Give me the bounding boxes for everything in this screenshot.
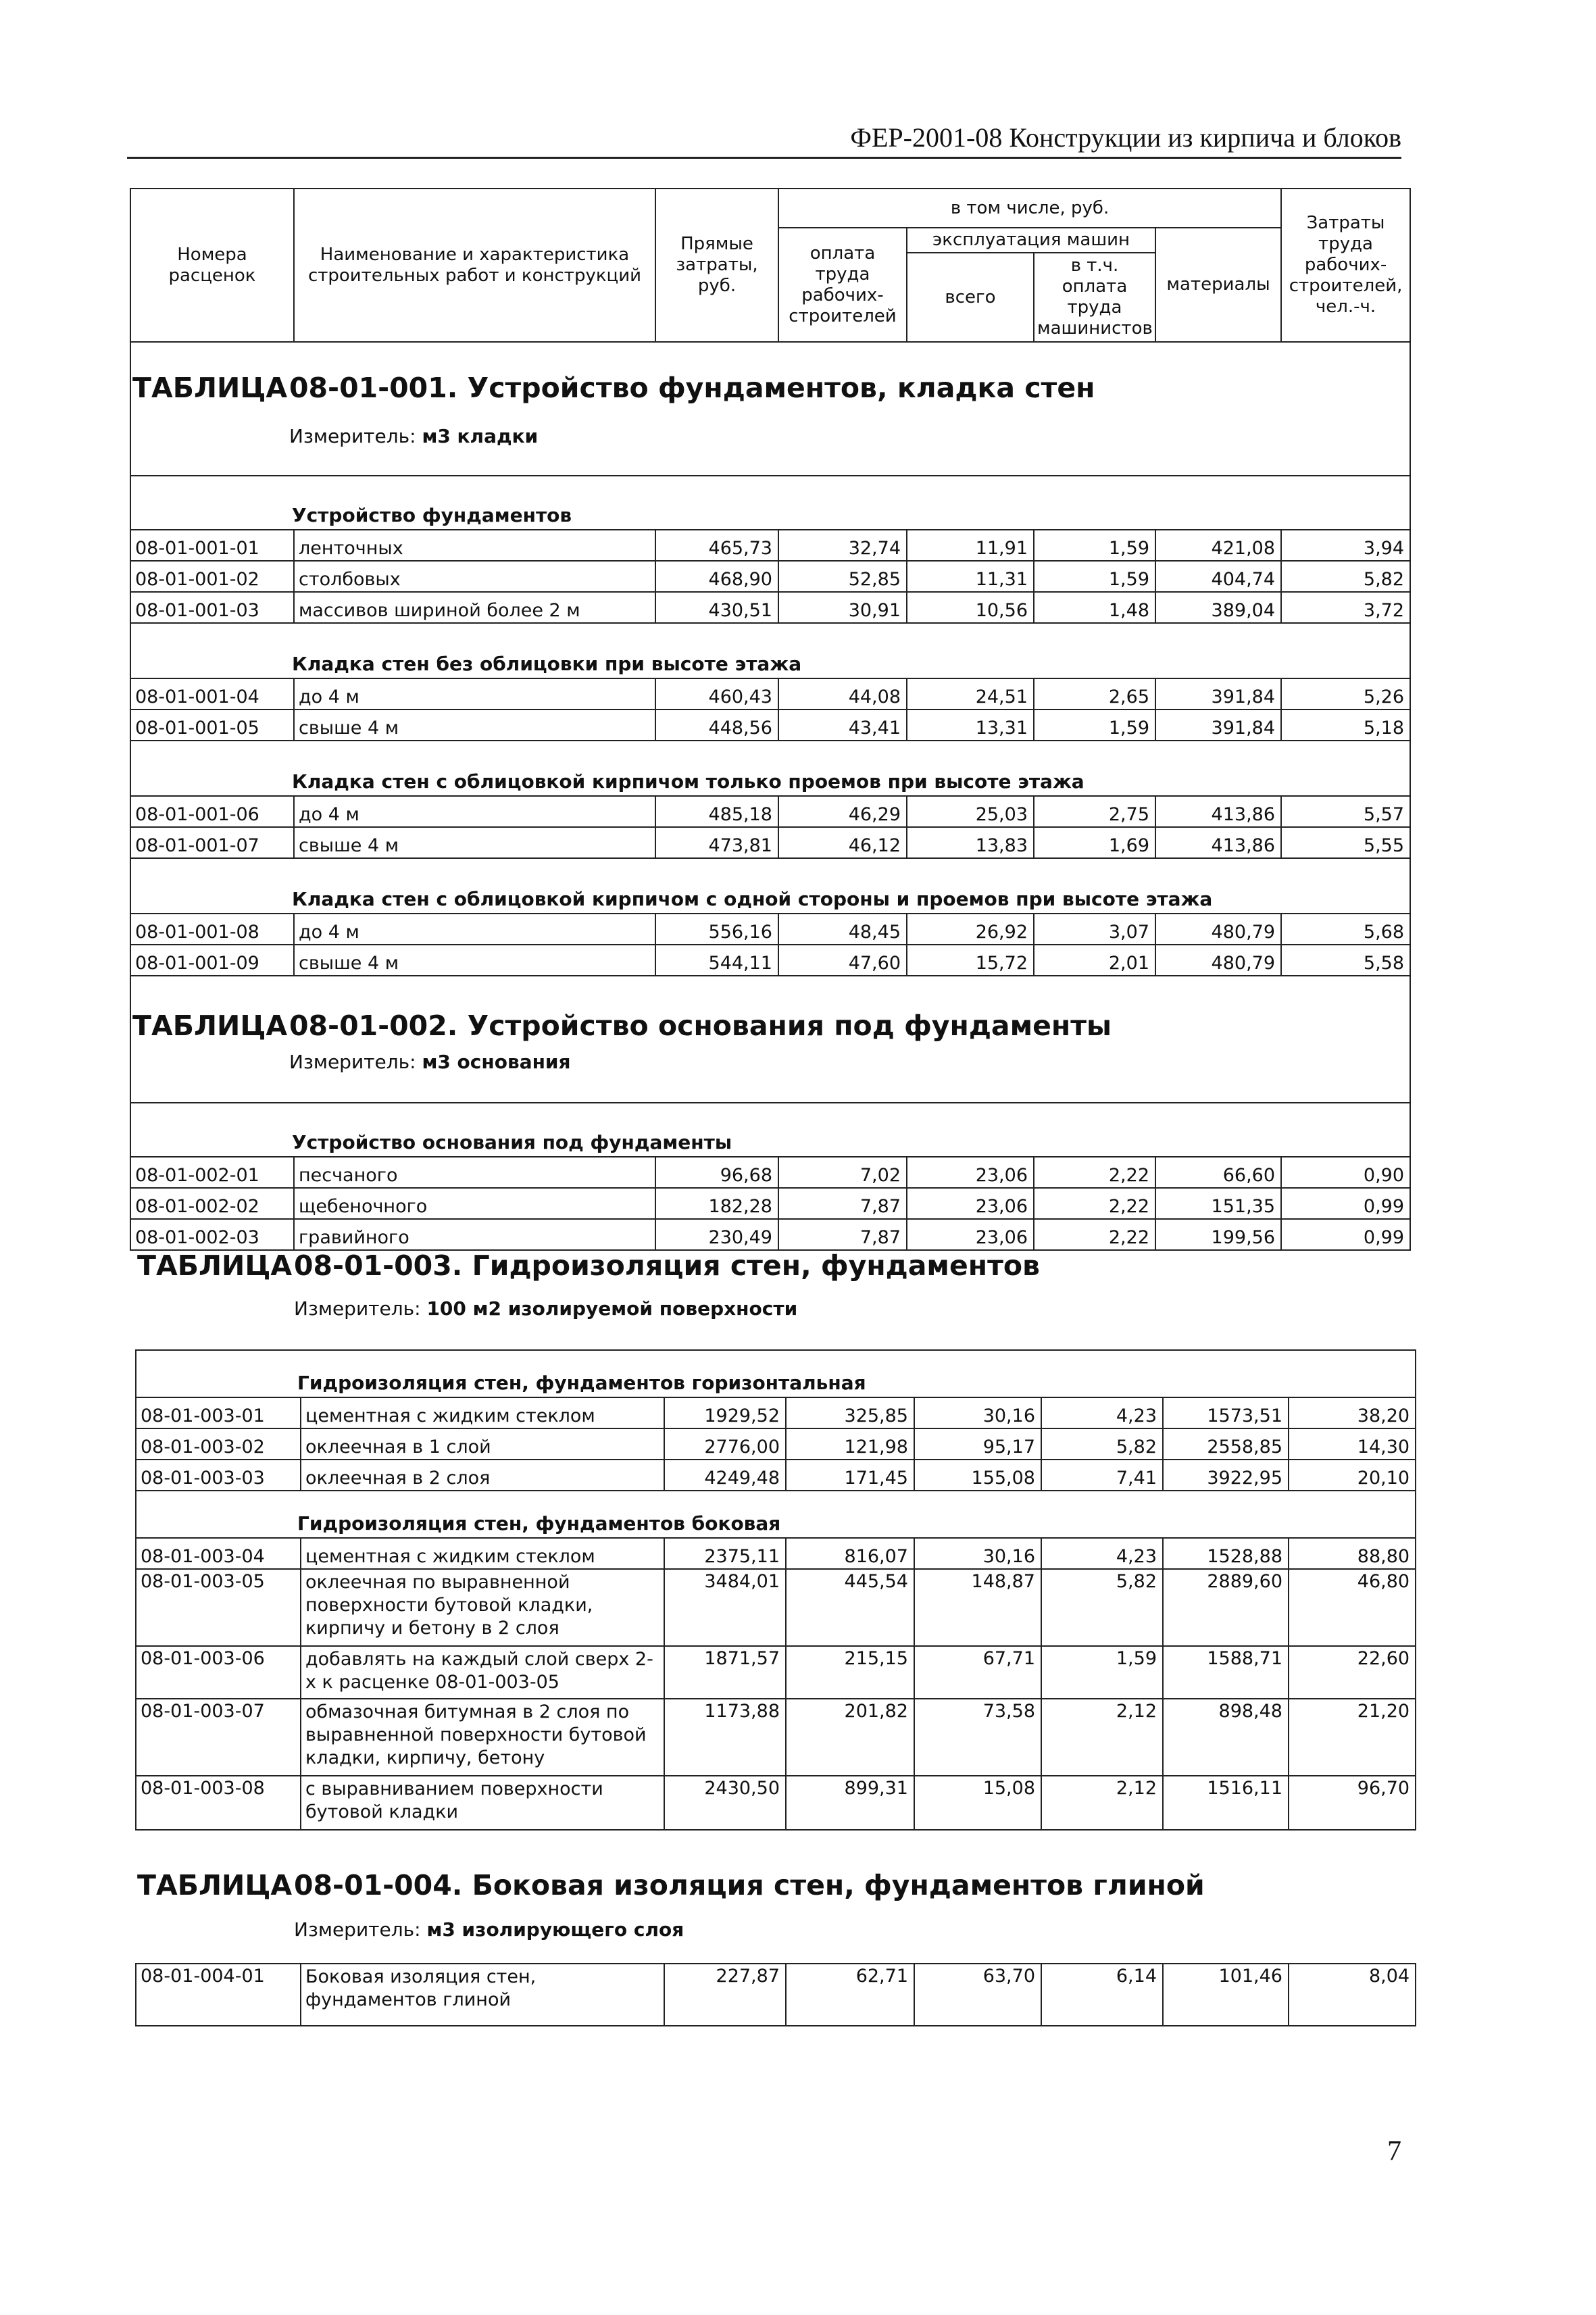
machines-total: 25,03 — [907, 796, 1034, 827]
labor-pay: 7,02 — [778, 1157, 907, 1188]
table-row — [136, 1428, 1416, 1460]
section-heading: Кладка стен с облицовкой кирпичом только проемов при высоте этажа — [130, 741, 1410, 796]
labor-pay: 43,41 — [778, 710, 907, 741]
work-name: до 4 м — [294, 796, 655, 827]
table-row — [130, 678, 1410, 710]
rate-code: 08-01-002-02 — [130, 1188, 294, 1219]
header-code: Номера расценок — [130, 189, 294, 342]
header-rule — [127, 157, 1401, 159]
table-row — [130, 710, 1410, 741]
labor-hours: 38,20 — [1289, 1397, 1416, 1428]
rate-code: 08-01-001-05 — [130, 710, 294, 741]
operators-pay: 2,01 — [1034, 945, 1155, 976]
direct-cost: 182,28 — [655, 1188, 778, 1219]
operators-pay: 5,82 — [1041, 1428, 1163, 1460]
table-row — [136, 1699, 1416, 1776]
table-row — [136, 1964, 1416, 2026]
rate-code: 08-01-001-09 — [130, 945, 294, 976]
header-machines: эксплуатация машин — [907, 228, 1155, 253]
machines-total: 24,51 — [907, 678, 1034, 710]
labor-hours: 88,80 — [1289, 1538, 1416, 1569]
header-including: в том числе, руб. — [778, 189, 1281, 228]
labor-hours: 5,26 — [1281, 678, 1410, 710]
table-title: ТАБЛИЦА08-01-003. Гидроизоляция стен, фундаментов — [137, 1249, 1040, 1282]
labor-pay: 171,45 — [786, 1460, 914, 1491]
labor-hours: 5,57 — [1281, 796, 1410, 827]
work-name: до 4 м — [294, 678, 655, 710]
machines-total: 73,58 — [914, 1699, 1041, 1776]
table-row — [130, 796, 1410, 827]
direct-cost: 96,68 — [655, 1157, 778, 1188]
table-row — [136, 1538, 1416, 1569]
section-heading: Кладка стен без облицовки при высоте этажа — [130, 623, 1410, 678]
rates-table-main — [130, 188, 1411, 1251]
labor-pay: 325,85 — [786, 1397, 914, 1428]
operators-pay: 7,41 — [1041, 1460, 1163, 1491]
materials-cost: 1528,88 — [1163, 1538, 1289, 1569]
table-banner — [130, 342, 1410, 476]
table-row — [130, 827, 1410, 858]
section-heading: Кладка стен с облицовкой кирпичом с одной стороны и проемов при высоте этажа — [130, 858, 1410, 914]
rate-code: 08-01-001-07 — [130, 827, 294, 858]
rate-code: 08-01-003-04 — [136, 1538, 301, 1569]
machines-total: 10,56 — [907, 592, 1034, 623]
work-name: массивов шириной более 2 м — [294, 592, 655, 623]
rate-code: 08-01-002-01 — [130, 1157, 294, 1188]
operators-pay: 2,22 — [1034, 1157, 1155, 1188]
table-row — [130, 561, 1410, 592]
labor-hours: 5,55 — [1281, 827, 1410, 858]
rate-code: 08-01-001-08 — [130, 914, 294, 945]
work-name: столбовых — [294, 561, 655, 592]
direct-cost: 465,73 — [655, 530, 778, 561]
direct-cost: 4249,48 — [664, 1460, 786, 1491]
work-name: с выравниванием поверхности бутовой кладки — [301, 1776, 664, 1830]
table-row — [136, 1460, 1416, 1491]
work-name: щебеночного — [294, 1188, 655, 1219]
operators-pay: 1,59 — [1034, 530, 1155, 561]
labor-pay: 121,98 — [786, 1428, 914, 1460]
machines-total: 30,16 — [914, 1538, 1041, 1569]
page-number: 7 — [1387, 2136, 1401, 2167]
direct-cost: 2776,00 — [664, 1428, 786, 1460]
labor-hours: 46,80 — [1289, 1569, 1416, 1646]
machines-total: 23,06 — [907, 1188, 1034, 1219]
table-title: ТАБЛИЦА08-01-001. Устройство фундаментов, кладка стен — [132, 372, 1095, 404]
materials-cost: 404,74 — [1155, 561, 1281, 592]
table-title: ТАБЛИЦА08-01-004. Боковая изоляция стен, фундаментов глиной — [137, 1869, 1205, 1901]
operators-pay: 6,14 — [1041, 1964, 1163, 2026]
header-labor-pay: оплата труда рабочих-строителей — [778, 228, 907, 342]
direct-cost: 3484,01 — [664, 1569, 786, 1646]
labor-pay: 7,87 — [778, 1219, 907, 1250]
direct-cost: 430,51 — [655, 592, 778, 623]
materials-cost: 199,56 — [1155, 1219, 1281, 1250]
operators-pay: 5,82 — [1041, 1569, 1163, 1646]
section-heading: Устройство фундаментов — [130, 476, 1410, 530]
materials-cost: 1573,51 — [1163, 1397, 1289, 1428]
work-name: оклеечная в 1 слой — [301, 1428, 664, 1460]
rate-code: 08-01-003-01 — [136, 1397, 301, 1428]
direct-cost: 227,87 — [664, 1964, 786, 2026]
header-machines-total: всего — [907, 253, 1034, 342]
table-row — [130, 530, 1410, 561]
materials-cost: 413,86 — [1155, 827, 1281, 858]
work-name: свыше 4 м — [294, 827, 655, 858]
materials-cost: 66,60 — [1155, 1157, 1281, 1188]
work-name: добавлять на каждый слой сверх 2-х к расценке 08-01-003-05 — [301, 1646, 664, 1699]
machines-total: 11,31 — [907, 561, 1034, 592]
table-banner — [136, 1228, 1416, 1350]
direct-cost: 460,43 — [655, 678, 778, 710]
operators-pay: 1,69 — [1034, 827, 1155, 858]
table-row — [130, 1188, 1410, 1219]
direct-cost: 473,81 — [655, 827, 778, 858]
rate-code: 08-01-003-02 — [136, 1428, 301, 1460]
labor-hours: 22,60 — [1289, 1646, 1416, 1699]
work-name: обмазочная битумная в 2 слоя по выравненной поверхности бутовой кладки, кирпичу, бетону — [301, 1699, 664, 1776]
rate-code: 08-01-004-01 — [136, 1964, 301, 2026]
machines-total: 148,87 — [914, 1569, 1041, 1646]
labor-pay: 899,31 — [786, 1776, 914, 1830]
direct-cost: 485,18 — [655, 796, 778, 827]
rate-code: 08-01-003-03 — [136, 1460, 301, 1491]
labor-hours: 5,58 — [1281, 945, 1410, 976]
materials-cost: 1588,71 — [1163, 1646, 1289, 1699]
header-materials: материалы — [1155, 228, 1281, 342]
running-head: ФЕР-2001-08 Конструкции из кирпича и блоков — [850, 122, 1401, 153]
rate-code: 08-01-002-03 — [130, 1219, 294, 1250]
machines-total: 63,70 — [914, 1964, 1041, 2026]
work-name: свыше 4 м — [294, 945, 655, 976]
labor-hours: 14,30 — [1289, 1428, 1416, 1460]
table-row — [136, 1776, 1416, 1830]
work-name: Боковая изоляция стен, фундаментов глиной — [301, 1964, 664, 2026]
labor-pay: 32,74 — [778, 530, 907, 561]
machines-total: 23,06 — [907, 1219, 1034, 1250]
operators-pay: 2,12 — [1041, 1699, 1163, 1776]
operators-pay: 1,59 — [1041, 1646, 1163, 1699]
direct-cost: 556,16 — [655, 914, 778, 945]
machines-total: 13,31 — [907, 710, 1034, 741]
operators-pay: 2,22 — [1034, 1188, 1155, 1219]
labor-hours: 3,72 — [1281, 592, 1410, 623]
materials-cost: 391,84 — [1155, 710, 1281, 741]
direct-cost: 230,49 — [655, 1219, 778, 1250]
table-unit: Измеритель: м3 изолирующего слоя — [294, 1918, 684, 1941]
table-unit: Измеритель: м3 основания — [289, 1051, 571, 1073]
labor-pay: 47,60 — [778, 945, 907, 976]
rate-code: 08-01-003-06 — [136, 1646, 301, 1699]
table-banner — [130, 976, 1410, 1103]
work-name: гравийного — [294, 1219, 655, 1250]
machines-total: 30,16 — [914, 1397, 1041, 1428]
rate-code: 08-01-003-07 — [136, 1699, 301, 1776]
direct-cost: 448,56 — [655, 710, 778, 741]
table-unit: Измеритель: 100 м2 изолируемой поверхности — [294, 1297, 798, 1320]
section-heading: Гидроизоляция стен, фундаментов горизонтальная — [136, 1350, 1416, 1397]
table-row — [130, 592, 1410, 623]
materials-cost: 898,48 — [1163, 1699, 1289, 1776]
section-heading: Гидроизоляция стен, фундаментов боковая — [136, 1491, 1416, 1538]
materials-cost: 480,79 — [1155, 914, 1281, 945]
materials-cost: 2558,85 — [1163, 1428, 1289, 1460]
labor-hours: 96,70 — [1289, 1776, 1416, 1830]
work-name: до 4 м — [294, 914, 655, 945]
operators-pay: 4,23 — [1041, 1397, 1163, 1428]
direct-cost: 1929,52 — [664, 1397, 786, 1428]
table-row — [130, 914, 1410, 945]
operators-pay: 2,65 — [1034, 678, 1155, 710]
materials-cost: 391,84 — [1155, 678, 1281, 710]
labor-pay: 7,87 — [778, 1188, 907, 1219]
operators-pay: 2,75 — [1034, 796, 1155, 827]
labor-hours: 0,90 — [1281, 1157, 1410, 1188]
labor-hours: 20,10 — [1289, 1460, 1416, 1491]
rates-table-continued — [135, 1228, 1416, 2026]
materials-cost: 151,35 — [1155, 1188, 1281, 1219]
labor-pay: 44,08 — [778, 678, 907, 710]
operators-pay: 4,23 — [1041, 1538, 1163, 1569]
rate-code: 08-01-001-03 — [130, 592, 294, 623]
rate-code: 08-01-003-05 — [136, 1569, 301, 1646]
machines-total: 11,91 — [907, 530, 1034, 561]
rate-code: 08-01-001-06 — [130, 796, 294, 827]
operators-pay: 1,48 — [1034, 592, 1155, 623]
materials-cost: 413,86 — [1155, 796, 1281, 827]
labor-pay: 215,15 — [786, 1646, 914, 1699]
operators-pay: 1,59 — [1034, 710, 1155, 741]
machines-total: 26,92 — [907, 914, 1034, 945]
labor-pay: 46,12 — [778, 827, 907, 858]
operators-pay: 2,12 — [1041, 1776, 1163, 1830]
labor-pay: 445,54 — [786, 1569, 914, 1646]
labor-hours: 5,82 — [1281, 561, 1410, 592]
operators-pay: 2,22 — [1034, 1219, 1155, 1250]
rate-code: 08-01-001-01 — [130, 530, 294, 561]
machines-total: 15,08 — [914, 1776, 1041, 1830]
direct-cost: 2375,11 — [664, 1538, 786, 1569]
machines-total: 23,06 — [907, 1157, 1034, 1188]
labor-pay: 46,29 — [778, 796, 907, 827]
materials-cost: 2889,60 — [1163, 1569, 1289, 1646]
machines-total: 15,72 — [907, 945, 1034, 976]
table-unit: Измеритель: м3 кладки — [289, 425, 539, 447]
labor-pay: 62,71 — [786, 1964, 914, 2026]
table-row — [136, 1569, 1416, 1646]
table-title: ТАБЛИЦА08-01-002. Устройство основания под фундаменты — [132, 1010, 1112, 1042]
header-name: Наименование и характеристика строительных работ и конструкций — [294, 189, 655, 342]
direct-cost: 2430,50 — [664, 1776, 786, 1830]
materials-cost: 480,79 — [1155, 945, 1281, 976]
direct-cost: 544,11 — [655, 945, 778, 976]
table-row — [136, 1646, 1416, 1699]
work-name: оклеечная в 2 слоя — [301, 1460, 664, 1491]
header-direct-costs: Прямые затраты, руб. — [655, 189, 778, 342]
table-row — [136, 1397, 1416, 1428]
operators-pay: 3,07 — [1034, 914, 1155, 945]
table-banner — [136, 1830, 1416, 1964]
header-labor-hours: Затраты труда рабочих-строителей, чел.-ч. — [1281, 189, 1410, 342]
machines-total: 67,71 — [914, 1646, 1041, 1699]
rate-code: 08-01-003-08 — [136, 1776, 301, 1830]
labor-pay: 201,82 — [786, 1699, 914, 1776]
labor-hours: 5,18 — [1281, 710, 1410, 741]
direct-cost: 468,90 — [655, 561, 778, 592]
operators-pay: 1,59 — [1034, 561, 1155, 592]
materials-cost: 389,04 — [1155, 592, 1281, 623]
labor-hours: 21,20 — [1289, 1699, 1416, 1776]
labor-pay: 48,45 — [778, 914, 907, 945]
labor-hours: 8,04 — [1289, 1964, 1416, 2026]
machines-total: 13,83 — [907, 827, 1034, 858]
work-name: оклеечная по выравненной поверхности бутовой кладки, кирпичу и бетону в 2 слоя — [301, 1569, 664, 1646]
labor-pay: 52,85 — [778, 561, 907, 592]
header-machine-operators: в т.ч. оплата труда машинистов — [1034, 253, 1155, 342]
labor-hours: 0,99 — [1281, 1219, 1410, 1250]
table-row — [130, 945, 1410, 976]
rate-code: 08-01-001-02 — [130, 561, 294, 592]
section-heading: Устройство основания под фундаменты — [130, 1103, 1410, 1157]
labor-hours: 0,99 — [1281, 1188, 1410, 1219]
labor-pay: 30,91 — [778, 592, 907, 623]
materials-cost: 421,08 — [1155, 530, 1281, 561]
machines-total: 95,17 — [914, 1428, 1041, 1460]
materials-cost: 3922,95 — [1163, 1460, 1289, 1491]
machines-total: 155,08 — [914, 1460, 1041, 1491]
work-name: песчаного — [294, 1157, 655, 1188]
table-row — [130, 1157, 1410, 1188]
work-name: ленточных — [294, 530, 655, 561]
labor-pay: 816,07 — [786, 1538, 914, 1569]
work-name: свыше 4 м — [294, 710, 655, 741]
rate-code: 08-01-001-04 — [130, 678, 294, 710]
labor-hours: 5,68 — [1281, 914, 1410, 945]
work-name: цементная с жидким стеклом — [301, 1538, 664, 1569]
labor-hours: 3,94 — [1281, 530, 1410, 561]
materials-cost: 1516,11 — [1163, 1776, 1289, 1830]
work-name: цементная с жидким стеклом — [301, 1397, 664, 1428]
direct-cost: 1173,88 — [664, 1699, 786, 1776]
materials-cost: 101,46 — [1163, 1964, 1289, 2026]
direct-cost: 1871,57 — [664, 1646, 786, 1699]
